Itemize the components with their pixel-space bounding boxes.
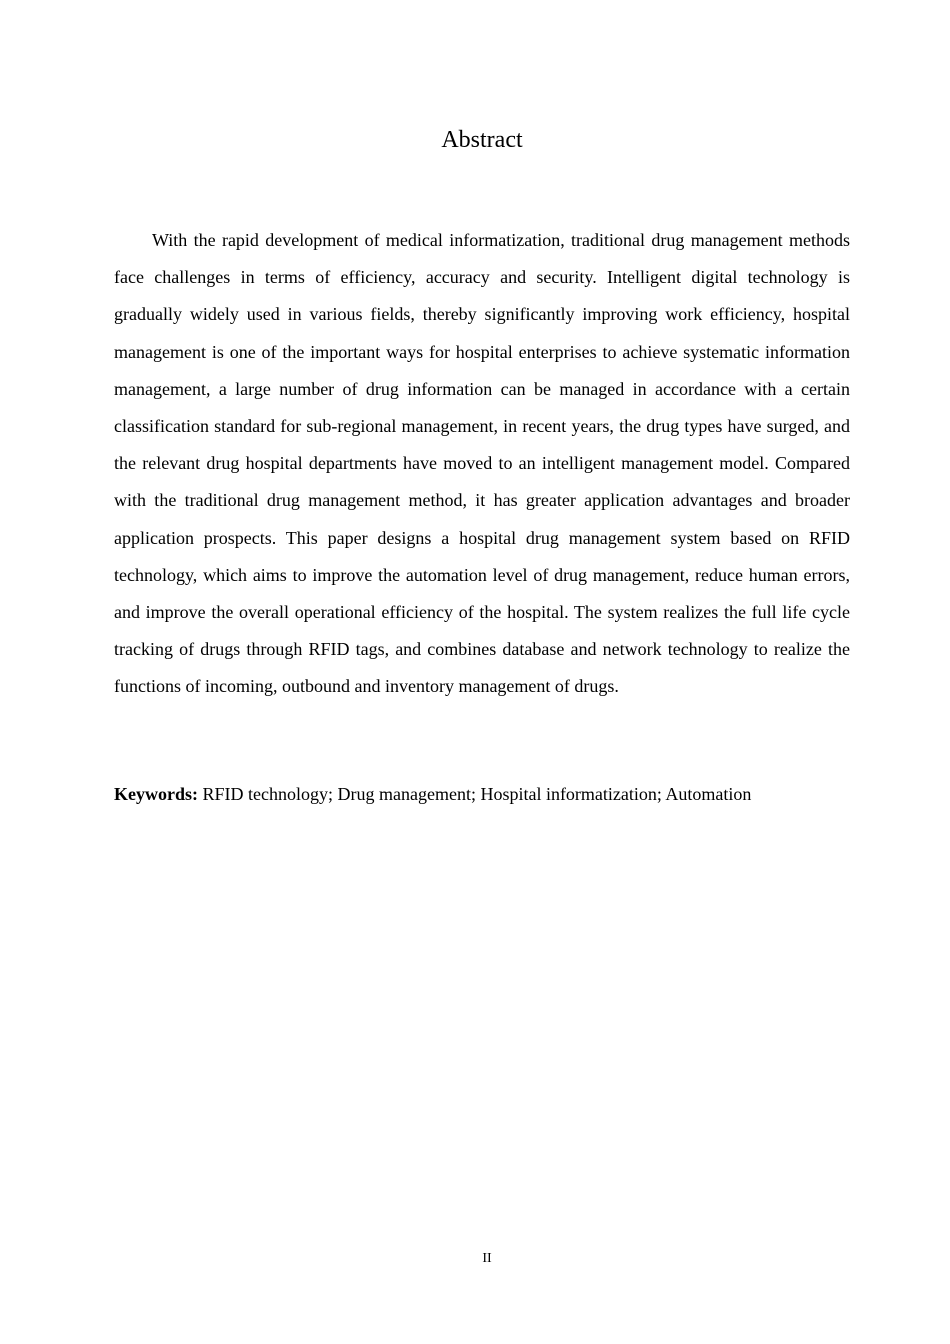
keywords-label: Keywords: (114, 784, 198, 804)
keywords-line (114, 780, 850, 808)
page-number: II (482, 1251, 492, 1266)
abstract-body: With the rapid development of medical informatization, traditional drug management methods face challenges in terms of efficiency, accuracy and security. Intelligent digital technology is gradually widely used in various fields, thereby significantly improving work efficiency, hospital management is one of the important ways for hospital enterprises to achieve systematic information management, a large number of drug information can be managed in accordance with a certain classification standard for sub-regional management, in recent years, the drug types have surged, and the relevant drug hospital departments have moved to an intelligent management model. Compared with the traditional drug management method, it has greater application advantages and broader application prospects. This paper designs a hospital drug management system based on RFID technology, which aims to improve the automation level of drug management, reduce human errors, and improve the overall operational efficiency of the hospital. The system realizes the full life cycle tracking of drugs through RFID tags, and combines database and network technology to realize the functions of incoming, outbound and inventory management of drugs. (114, 230, 850, 697)
abstract-title: Abstract (441, 127, 523, 153)
keywords-text: RFID technology; Drug management; Hospital informatization; Automation (202, 784, 752, 804)
